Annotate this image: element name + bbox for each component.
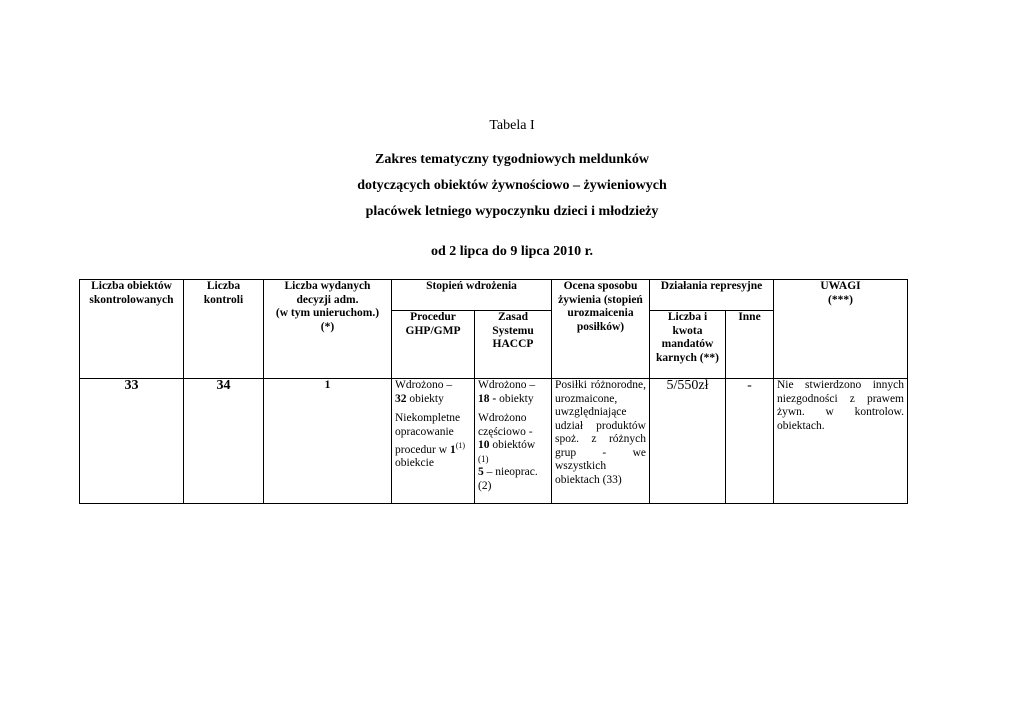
- zasad-czesciowo: [478, 412, 548, 493]
- procedur-text-g: obiekcie: [395, 457, 434, 470]
- zasad-wdrozono: [478, 379, 548, 406]
- procedur-count: 32: [395, 392, 407, 405]
- zasad-count-3: 5: [478, 466, 484, 478]
- header-stopien-wdrozenia: Stopień wdrożenia: [392, 280, 552, 311]
- title-line-1: Zakres tematyczny tygodniowych meldunków: [375, 152, 649, 167]
- procedur-text-d: Niekompletne opracowanie procedur w: [395, 412, 461, 456]
- zasad-text-i: – nieoprac. (2): [478, 466, 538, 492]
- table-label: Tabela I: [489, 118, 535, 133]
- header-uwagi: [774, 280, 908, 379]
- title-line-2: dotyczących obiektów żywnościowo – żywieniowych: [357, 178, 667, 193]
- zasad-count-2: 10: [478, 439, 490, 451]
- header-liczba-obiektow: Liczba obiektów skontrolowanych: [80, 280, 184, 379]
- table-row: [80, 379, 908, 504]
- zasad-text-f: obiektów: [489, 439, 536, 451]
- header-dzialania-represyjne: Działania represyjne: [650, 280, 774, 311]
- report-table: [79, 279, 908, 504]
- zasad-text-c: obiekty: [496, 392, 534, 405]
- header-ocena-sposobu: Ocena sposobu żywienia (stopień urozmaicenia posiłków): [552, 280, 650, 379]
- zasad-footnote: (1): [478, 453, 489, 464]
- cell-mandaty: 5/550zł: [650, 379, 726, 504]
- zasad-count: 18 -: [478, 392, 497, 405]
- header-procedur: Procedur GHP/GMP: [392, 311, 475, 379]
- procedur-text-a: Wdrożono –: [395, 379, 453, 391]
- cell-uwagi: Nie stwierdzono innych niezgodności z prawem żywn. w kontrolow. obiektach.: [774, 379, 908, 504]
- cell-decyzje: 1: [264, 379, 392, 504]
- cell-kontrole: 34: [184, 379, 264, 504]
- header-decyzji-line1: Liczba wydanych: [284, 280, 371, 292]
- cell-procedur: [392, 379, 475, 504]
- cell-inne: -: [726, 379, 774, 504]
- cell-ocena: Posiłki różnorodne, urozmaicone, uwzględniające udział produktów spoż. z różnych grup - we wszystkich obiektach (33): [552, 379, 650, 504]
- header-decyzji-line3: (w tym unieruchom.): [275, 307, 380, 319]
- cell-obiekty: 33: [80, 379, 184, 504]
- header-zasad: Zasad Systemu HACCP: [475, 311, 552, 379]
- header-decyzji-line4: (*): [320, 320, 335, 333]
- header-liczba-kwota: Liczba i kwota mandatów karnych (**): [650, 311, 726, 379]
- header-liczba-kontroli: Liczba kontroli: [184, 280, 264, 379]
- header-liczba-decyzji: [264, 280, 392, 379]
- procedur-text-c: obiekty: [406, 392, 444, 405]
- header-inne: Inne: [726, 311, 774, 379]
- cell-zasad: [475, 379, 552, 504]
- zasad-text-a: Wdrożono –: [478, 379, 536, 391]
- procedur-wdrozono: [395, 379, 471, 406]
- title-line-3: placówek letniego wypoczynku dzieci i młodzieży: [365, 204, 659, 219]
- header-uwagi-line2: (***): [828, 293, 853, 306]
- procedur-niekompletne: [395, 412, 471, 471]
- header-decyzji-line2: decyzji adm.: [296, 293, 359, 306]
- date-range: od 2 lipca do 9 lipca 2010 r.: [430, 244, 594, 259]
- procedur-count-2: 1: [449, 443, 456, 456]
- header-uwagi-line1: UWAGI: [820, 280, 861, 292]
- procedur-footnote: (1): [455, 441, 466, 450]
- zasad-text-d: Wdrożono częściowo -: [478, 412, 533, 438]
